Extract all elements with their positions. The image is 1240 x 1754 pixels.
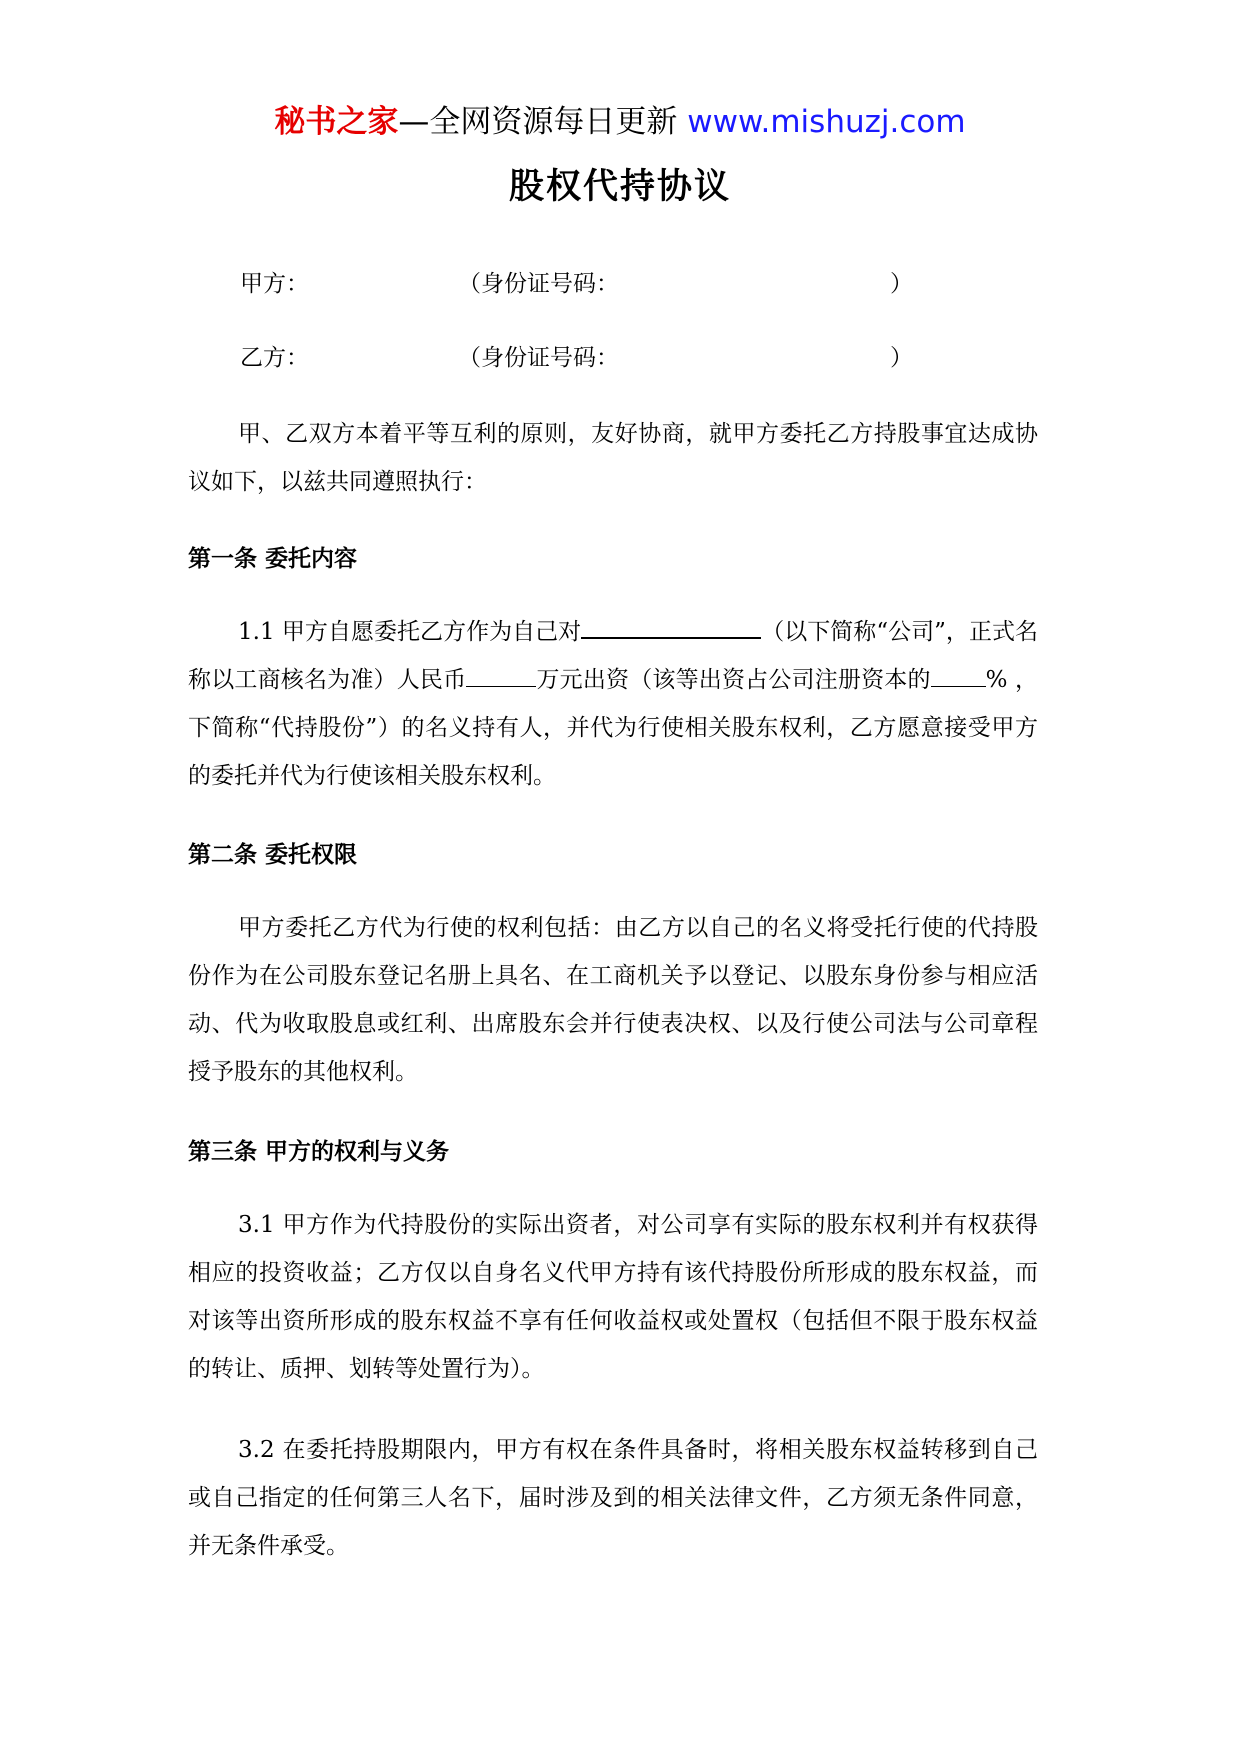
- article-3-heading: 第三条 甲方的权利与义务: [188, 1139, 450, 1165]
- article-1-text-c: 万元出资（该等出资占公司注册资本的: [536, 667, 931, 693]
- site-header: [0, 100, 1240, 144]
- article-1-paragraph: [188, 608, 1038, 800]
- site-url-link[interactable]: www.mishuzj.com: [687, 104, 966, 140]
- percent-blank: [931, 666, 986, 687]
- article-1-text-b: （以下简称“公司”，正式名称以工商核名为准）人民币: [188, 619, 1038, 693]
- article-1-text-a: 1.1 甲方自愿委托乙方作为自己对: [238, 619, 582, 645]
- party-a-label: 甲方：: [240, 271, 309, 297]
- party-a-id-close: ）: [890, 271, 913, 297]
- party-b-label: 乙方：: [240, 345, 309, 371]
- article-1-text-d: % ，下简称“代持股份”）的名义持有人，并代为行使相关股东权利，乙方愿意接受甲方的委托并代为行使该相关股东权利。: [188, 667, 1039, 789]
- company-name-blank: [581, 617, 761, 639]
- article-3-paragraph-2: 3.2 在委托持股期限内，甲方有权在条件具备时，将相关股东权益转移到自己或自己指定的任何第三人名下，届时涉及到的相关法律文件，乙方须无条件同意，并无条件承受。: [188, 1437, 1038, 1559]
- article-2-heading: 第二条 委托权限: [188, 842, 358, 868]
- party-b-id-open: （身份证号码：: [458, 345, 619, 371]
- brand-tagline: —全网资源每日更新: [398, 104, 688, 140]
- intro-paragraph: 甲、乙双方本着平等互利的原则，友好协商，就甲方委托乙方持股事宜达成协议如下，以兹共同遵照执行：: [188, 421, 1038, 495]
- article-3-paragraph-1: 3.1 甲方作为代持股份的实际出资者，对公司享有实际的股东权利并有权获得相应的投资收益；乙方仅以自身名义代甲方持有该代持股份所形成的股东权益，而对该等出资所形成的股东权益不享有任何收益权或处置权（包括但不限于股东权益的转让、质押、划转等处置行为）。: [188, 1212, 1038, 1382]
- brand-name: 秘书之家: [274, 104, 399, 140]
- party-b-id-close: ）: [890, 345, 913, 371]
- document-title: 股权代持协议: [508, 167, 731, 207]
- party-a-id-open: （身份证号码：: [458, 271, 619, 297]
- article-2-paragraph: 甲方委托乙方代为行使的权利包括：由乙方以自己的名义将受托行使的代持股份作为在公司股东登记名册上具名、在工商机关予以登记、以股东身份参与相应活动、代为收取股息或红利、出席股东会并行使表决权、以及行使公司法与公司章程授予股东的其他权利。: [188, 915, 1038, 1085]
- article-1-heading: 第一条 委托内容: [188, 546, 358, 572]
- amount-blank: [466, 666, 536, 687]
